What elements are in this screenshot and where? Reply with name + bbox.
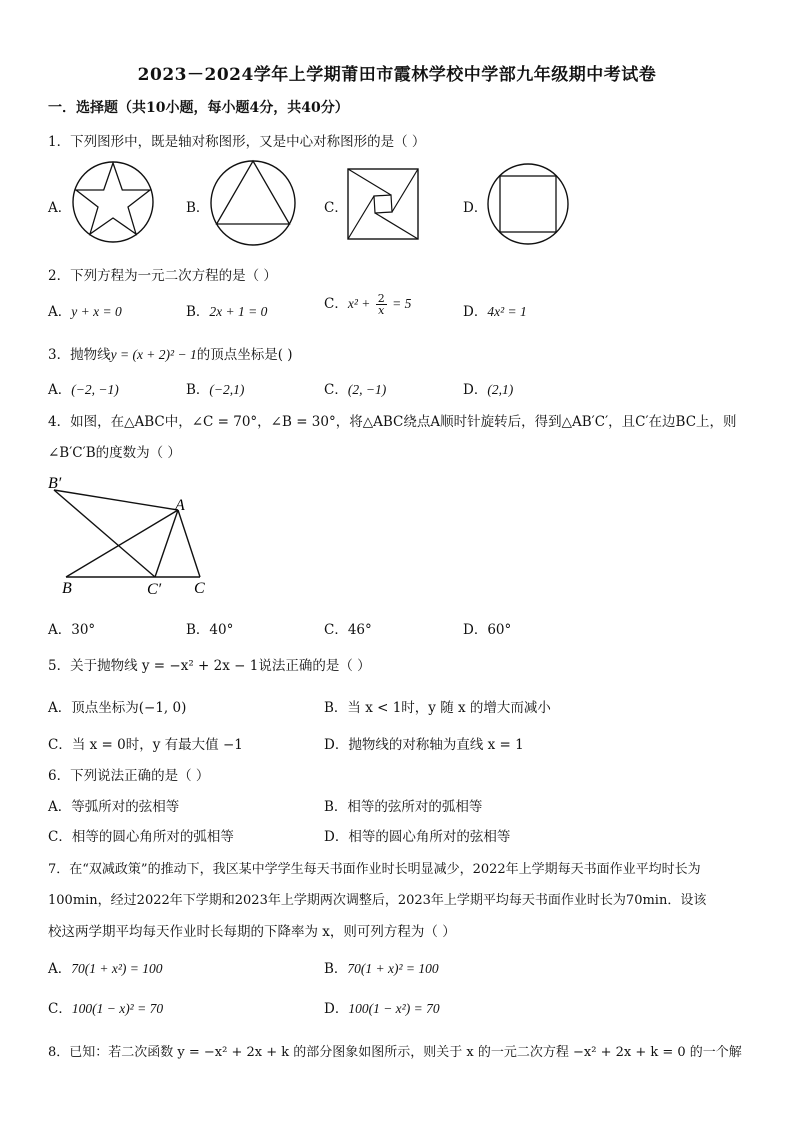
question-7-line-2: 100min，经过2022年下学期和2023年上学期两次调整后，2023年上学期平均每天书面作业时长为70min．设该 <box>48 893 707 908</box>
q5-option-d: D．抛物线的对称轴为直线 x = 1 <box>324 737 524 753</box>
q2-option-b: B．2x + 1 = 0 <box>186 304 268 320</box>
segment-b-prime-a <box>54 490 178 510</box>
star-in-circle-icon <box>71 160 155 244</box>
q6-option-b: B．相等的弦所对的弧相等 <box>324 799 483 815</box>
square-in-circle-icon <box>487 163 569 245</box>
q2-option-c: C．x² + $\frac{2}{x}$ = 5 <box>324 292 412 317</box>
pinwheel-square-icon <box>347 168 419 240</box>
segment-a-c <box>178 510 200 577</box>
q7-option-a: A．70(1 + x²) = 100 <box>48 961 163 977</box>
q4-option-b: B．40° <box>186 622 234 638</box>
question-7-line-1: 7．在“双减政策”的推动下，我区某中学学生每天书面作业时长明显减少，2022年上学期每天书面作业平均时长为 <box>48 862 701 877</box>
question-4-line-1: 4．如图，在△ABC中，∠C = 70°，∠B = 30°，将△ABC绕点A顺时针旋转后，得到△AB′C′，且C′在边BC上，则 <box>48 414 737 430</box>
label-c-prime: C′ <box>147 581 162 598</box>
question-5-stem: 5．关于抛物线 y = −x² + 2x − 1说法正确的是（ ） <box>48 658 371 674</box>
q7-option-c: C．100(1 − x)² = 70 <box>48 1001 164 1017</box>
q4-option-c: C．46° <box>324 622 372 638</box>
question-8-line-1: 8．已知：若二次函数 y = −x² + 2x + k 的部分图象如图所示，则关于 x 的一元二次方程 −x² + 2x + k = 0 的一个解 <box>48 1045 742 1060</box>
segment-a-b <box>66 510 178 577</box>
q3-option-a: A．(−2, −1) <box>48 382 119 398</box>
q5-option-a: A．顶点坐标为(−1, 0) <box>48 700 187 716</box>
triangle-in-circle-icon <box>210 160 296 246</box>
label-a: A <box>175 497 185 514</box>
q2-option-a: A．y + x = 0 <box>48 304 122 320</box>
q5-option-c: C．当 x = 0时，y 有最大值 −1 <box>48 737 243 753</box>
q1-option-c-label: C． <box>324 200 348 216</box>
label-b-prime: B′ <box>48 475 62 492</box>
q3-option-d: D．(2,1) <box>463 382 514 398</box>
q1-option-b-label: B． <box>186 200 210 216</box>
question-2-stem: 2．下列方程为一元二次方程的是（ ） <box>48 268 277 284</box>
q3-option-b: B．(−2,1) <box>186 382 245 398</box>
q7-option-d: D．100(1 − x²) = 70 <box>324 1001 440 1017</box>
q4-option-a: A．30° <box>48 622 96 638</box>
segment-a-c-prime <box>155 510 178 577</box>
section-heading: 一．选择题（共10小题，每小题4分，共40分） <box>48 100 349 116</box>
q1-option-a-label: A． <box>48 200 72 216</box>
q6-option-d: D．相等的圆心角所对的弦相等 <box>324 829 511 845</box>
q3-option-c: C．(2, −1) <box>324 382 387 398</box>
question-1-stem: 1．下列图形中，既是轴对称图形，又是中心对称图形的是（ ） <box>48 134 426 150</box>
question-4-line-2: ∠B′C′B的度数为（ ） <box>48 445 181 461</box>
rotated-triangle-figure <box>44 472 224 602</box>
page-title: 2023－2024学年上学期莆田市霞林学校中学部九年级期中考试卷 <box>137 65 657 85</box>
q6-option-c: C．相等的圆心角所对的弧相等 <box>48 829 234 845</box>
q4-option-d: D．60° <box>463 622 512 638</box>
question-3-stem: 3．抛物线y = (x + 2)² − 1的顶点坐标是( ) <box>48 347 293 363</box>
q6-option-a: A．等弧所对的弦相等 <box>48 799 180 815</box>
q5-option-b: B．当 x < 1时，y 随 x 的增大而减小 <box>324 700 551 716</box>
label-c: C <box>194 580 205 597</box>
question-6-stem: 6．下列说法正确的是（ ） <box>48 768 210 784</box>
question-7-line-3: 校这两学期平均每天作业时长每期的下降率为 x，则可列方程为（ ） <box>48 924 456 940</box>
q7-option-b: B．70(1 + x)² = 100 <box>324 961 439 977</box>
q2-option-d: D．4x² = 1 <box>463 304 527 320</box>
label-b: B <box>62 580 72 597</box>
q1-option-d-label: D． <box>463 200 488 216</box>
